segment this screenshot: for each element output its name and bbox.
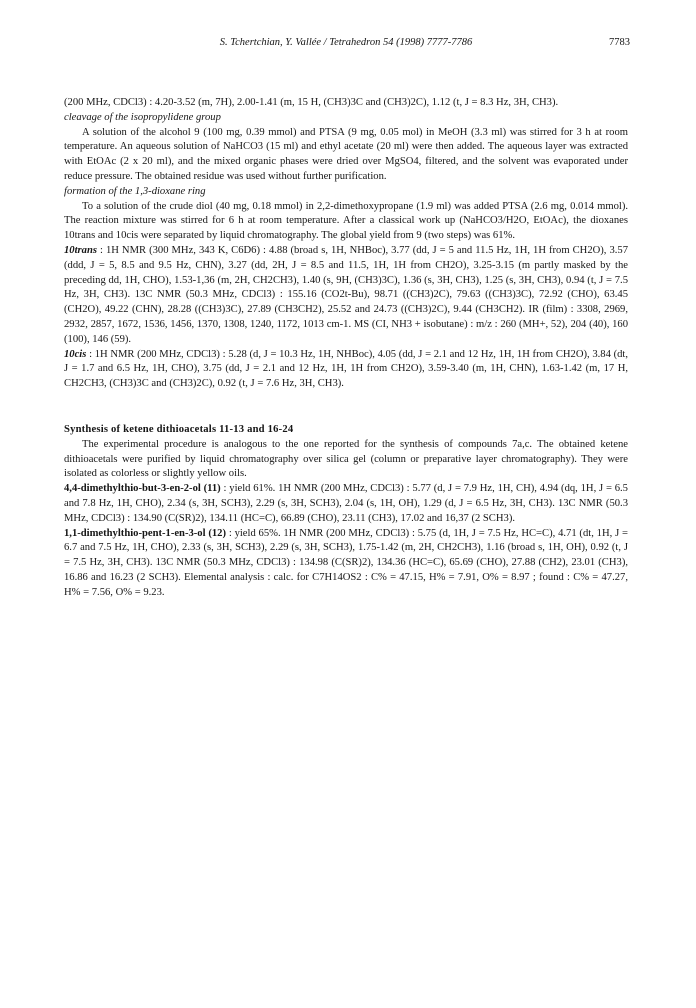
compound-11-name: 4,4-dimethylthio-but-3-en-2-ol (11): [64, 483, 221, 495]
trans-isomer-paragraph: [64, 244, 628, 348]
running-title: S. Tchertchian, Y. Vallée / Tetrahedron 54 (1998) 7777-7786: [219, 37, 473, 48]
synthesis-intro: The experimental procedure is analogous to the one reported for the synthesis of compounds 7a,c. The obtained ketene dithioacetals were purified by liquid chromatography over silica gel (column or preparative layer chromatography). They were isolated as colorless or slightly yellow oils.: [64, 438, 628, 480]
article-body: [64, 96, 628, 601]
continuation-paragraph: (200 MHz, CDCl3) : 4.20-3.52 (m, 7H), 2.00-1.41 (m, 15 H, (CH3)3C and (CH3)2C), 1.12 (t, J = 8.3 Hz, 3H, CH3).: [64, 97, 559, 108]
compound-12-data: : yield 65%. 1H NMR (200 MHz, CDCl3) : 5.75 (d, 1H, J = 7.5 Hz, HC=C), 4.71 (dt, 1H, J = 6.7 and 7.5 Hz, 1H, CHO), 2.33 (s, 3H, SCH3), 2.29 (s, 3H, SCH3), 1.75-1.42 (m, 2H, CH2CH3), 1.16 (broad s, 1H, OH), 0.92 (t, J = 7.5 Hz, 3H, CH3). 13C NMR (50.3 MHz, CDCl3) : 134.98 (C(SR)2), 134.36 (HC=C), 65.69 (CHO), 27.88 (CH2), 23.01 (CH3), 16.86 and 16.23 (2 SCH3). Elemental analysis : calc. for C7H14OS2 : C% = 47.15, H% = 7.91, O% = 8.97 ; found : C% = 47.27, H% = 7.56, O% = 9.23.: [64, 527, 628, 598]
trans-isomer-label: 10trans: [64, 244, 97, 256]
cleavage-procedure: A solution of the alcohol 9 (100 mg, 0.39 mmol) and PTSA (9 mg, 0.05 mol) in MeOH (3.3 ml) was stirred for 3 h at room temperature. An aqueous solution of NaHCO3 (15 ml) and ethyl acetate (20 ml) were then added. The aqueous layer was extracted with EtOAc (2 x 20 ml), and the mixed organic phases were dried over MgSO4, filtered, and the solvent was evaporated under reduce pressure. The obtained residue was used without further purification.: [64, 126, 628, 182]
formation-procedure: To a solution of the crude diol (40 mg, 0.18 mmol) in 2,2-dimethoxypropane (1.9 ml) was added PTSA (2.6 mg, 0.014 mmol). The reaction mixture was stirred for 6 h at room temperature. After a classical work up (NaHCO3/H2O, EtOAc), the dioxanes 10trans and 10cis were separated by liquid chromatography. The global yield from 9 (two steps) was 61%.: [64, 200, 628, 242]
cleavage-heading: cleavage of the isopropylidene group: [64, 111, 221, 123]
compound-11-data: : yield 61%. 1H NMR (200 MHz, CDCl3) : 5.77 (d, J = 7.9 Hz, 1H, CH), 4.94 (dq, 1H, J = 6.5 and 7.8 Hz, 1H, CHO), 2.34 (s, 3H, SCH3), 2.29 (s, 3H, SCH3), 2.04 (s, 1H, OH), 1.29 (d, J = 6.5 Hz, 3H, CH3). 13C NMR (50.3 MHz, CDCl3) : 134.90 (C(SR)2), 134.11 (HC=C), 66.89 (CHO), 23.11 (CH3), 17.02 and 16,37 (2 SCH3).: [64, 483, 628, 524]
compound-11-paragraph: [64, 482, 628, 526]
compound-12-paragraph: [64, 527, 628, 601]
cis-isomer-paragraph: [64, 348, 628, 392]
formation-heading: formation of the 1,3-dioxane ring: [64, 185, 206, 197]
page-number: 7783: [609, 37, 630, 48]
compound-12-name: 1,1-dimethylthio-pent-1-en-3-ol (12): [64, 527, 226, 539]
cis-isomer-data: : 1H NMR (200 MHz, CDCl3) : 5.28 (d, J = 10.3 Hz, 1H, NHBoc), 4.05 (dd, J = 2.1 and 12 Hz, 1H, 1H from CH2O), 3.84 (dt, J = 1.7 and 6.5 Hz, 1H, CHO), 3.75 (dd, J = 2.1 and 12 Hz, 1H, 1H from CH2O), 3.59-3.40 (m, 1H, CHN), 1.63-1.42 (m, 17 H, CH2CH3, (CH3)3C and (CH3)2C), 0.92 (t, J = 7.6 Hz, 3H, CH3).: [64, 348, 628, 390]
cis-isomer-label: 10cis: [64, 348, 87, 360]
synthesis-section-heading: Synthesis of ketene dithioacetals 11-13 and 16-24: [64, 423, 294, 435]
running-head: [64, 36, 628, 50]
trans-isomer-data: : 1H NMR (300 MHz, 343 K, C6D6) : 4.88 (broad s, 1H, NHBoc), 3.77 (dd, J = 5 and 11.5 Hz, 1H, 1H from CH2O), 3.57 (ddd, J = 5, 8.5 and 9.5 Hz, CHN), 3.27 (dd, 2H, J = 8.5 and 11.5, 1H, 1H from CH2O), 3.25-3.15 (m partly masked by the preceding dd, 1H, CHO), 1.53-1,36 (m, 2H, CH2CH3), 1.40 (s, 9H, (CH3)3C), 1.36 (s, 3H, CH3), 1.25 (s, 3H, CH3), 0.94 (t, J = 7.5 Hz, 3H, CH3). 13C NMR (50.3 MHz, CDCl3) : 155.16 (CO2t-Bu), 98.71 ((CH3)2C), 79.63 ((CH3)3C), 72.92 (CHO), 63.45 (CH2O), 49.22 (CHN), 28.28 ((CH3)3C), 27.89 (CH3CH2), 25.52 and 24.73 ((CH3)2C), 9.44 (CH3CH2). IR (film) : 3308, 2969, 2932, 2857, 1672, 1536, 1456, 1370, 1308, 1240, 1172, 1013 cm-1. MS (CI, NH3 + isobutane) : m/z : 260 (MH+, 52), 204 (40), 160 (100), 146 (59).: [64, 244, 628, 345]
page: [64, 36, 628, 601]
